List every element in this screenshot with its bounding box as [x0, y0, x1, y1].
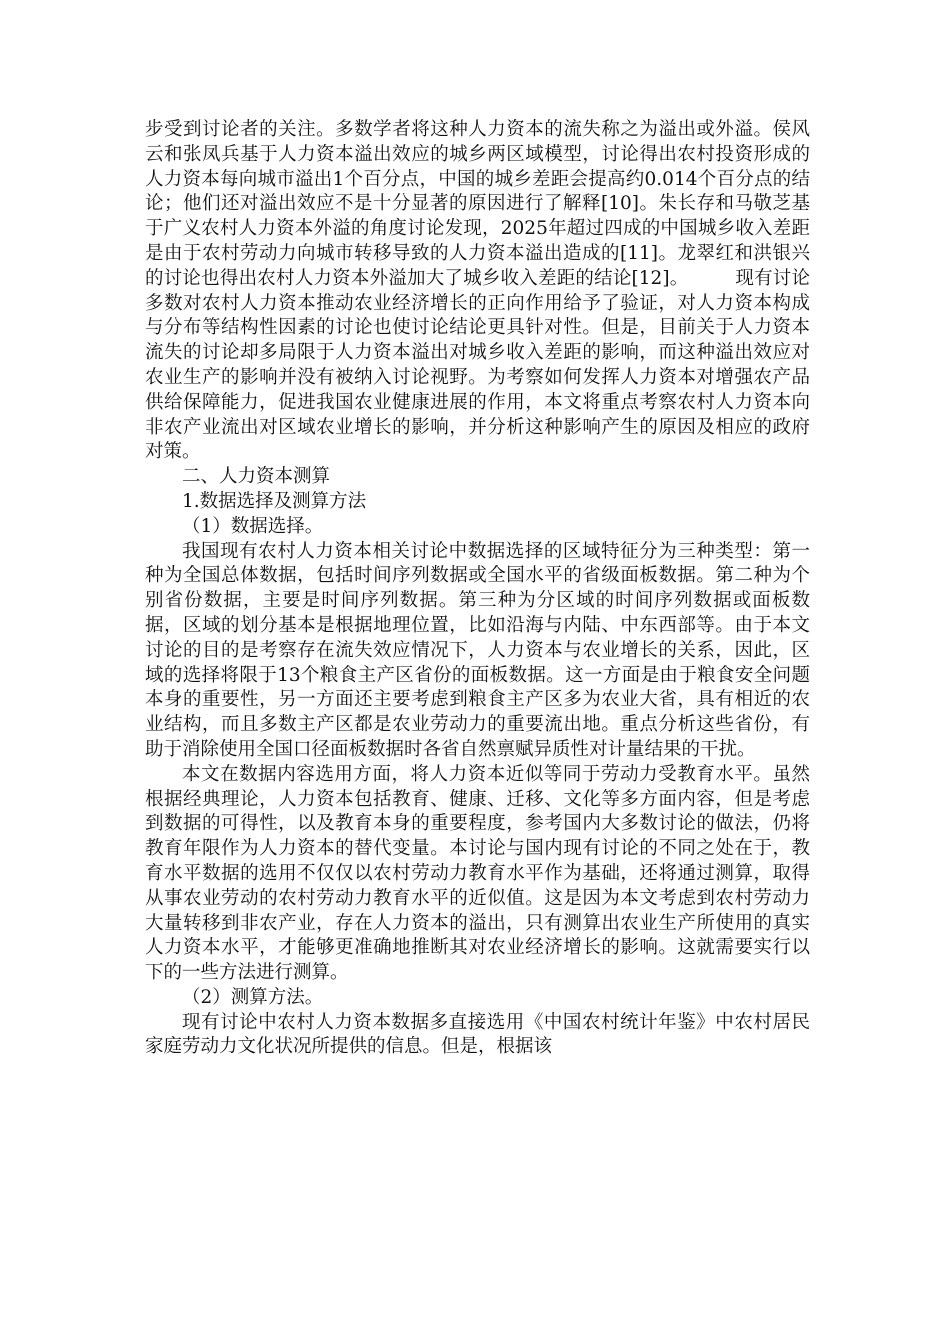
paragraph-method: 现有讨论中农村人力资本数据多直接选用《中国农村统计年鉴》中农村居民家庭劳动力文化状况所提供的信息。但是，根据该	[145, 1011, 810, 1058]
document-body	[145, 118, 810, 1060]
paragraph-data-content: 本文在数据内容选用方面，将人力资本近似等同于劳动力受教育水平。虽然根据经典理论，人力资本包括教育、健康、迁移、文化等多方面内容，但是考虑到数据的可得性，以及教育本身的重要程度，参考国内大多数讨论的做法，仍将教育年限作为人力资本的替代变量。本讨论与国内现有讨论的不同之处在于，教育水平数据的选用不仅仅以农村劳动力教育水平作为基础，还将通过测算，取得从事农业劳动的农村劳动力教育水平的近似值。这是因为本文考虑到农村劳动力大量转移到非农产业，存在人力资本的溢出，只有测算出农业生产所使用的真实人力资本水平，才能够更准确地推断其对农业经济增长的影响。这就需要实行以下的一些方法进行测算。	[145, 763, 810, 984]
subsection-heading: 1.数据选择及测算方法	[182, 490, 367, 512]
paragraph-literature-review: 步受到讨论者的关注。多数学者将这种人力资本的流失称之为溢出或外溢。侯风云和张凤兵基于人力资本溢出效应的城乡两区域模型，讨论得出农村投资形成的人力资本每向城市溢出1个百分点，中国的城乡差距会提高约0.014个百分点的结论；他们还对溢出效应不是十分显著的原因进行了解释[10]。朱长存和马敬芝基于广义农村人力资本外溢的角度讨论发现，2025年超过四成的中国城乡收入差距是由于农村劳动力向城市转移导致的人力资本溢出造成的[11]。龙翠红和洪银兴的讨论也得出农村人力资本外溢加大了城乡收入差距的结论[12]。 现有讨论多数对农村人力资本推动农业经济增长的正向作用给予了验证，对人力资本构成与分布等结构性因素的讨论也使讨论结论更具针对性。但是，目前关于人力资本流失的讨论却多局限于人力资本溢出对城乡收入差距的影响，而这种溢出效应对农业生产的影响并没有被纳入讨论视野。为考察如何发挥人力资本对增强农产品供给保障能力，促进我国农业健康进展的作用，本文将重点考察农村人力资本向非农产业流出对区域农业增长的影响，并分析这种影响产生的原因及相应的政府对策。	[145, 119, 810, 463]
paragraph-data-selection: 我国现有农村人力资本相关讨论中数据选择的区域特征分为三种类型：第一种为全国总体数据，包括时间序列数据或全国水平的省级面板数据。第二种为个别省份数据，主要是时间序列数据。第三种为分区域的时间序列数据或面板数据，区域的划分基本是根据地理位置，比如沿海与内陆、中东西部等。由于本文讨论的目的是考察存在流失效应情况下，人力资本与农业增长的关系，因此，区域的选择将限于13个粮食主产区省份的面板数据。这一方面是由于粮食安全问题本身的重要性，另一方面还主要考虑到粮食主产区多为农业大省，具有相近的农业结构，而且多数主产区都是农业劳动力的重要流出地。重点分析这些省份，有助于消除使用全国口径面板数据时各省自然禀赋异质性对计量结果的干扰。	[145, 540, 810, 760]
item-heading-data-selection: （1）数据选择。	[182, 515, 324, 537]
item-heading-method: （2）测算方法。	[182, 986, 324, 1008]
section-heading: 二、人力资本测算	[182, 466, 331, 488]
